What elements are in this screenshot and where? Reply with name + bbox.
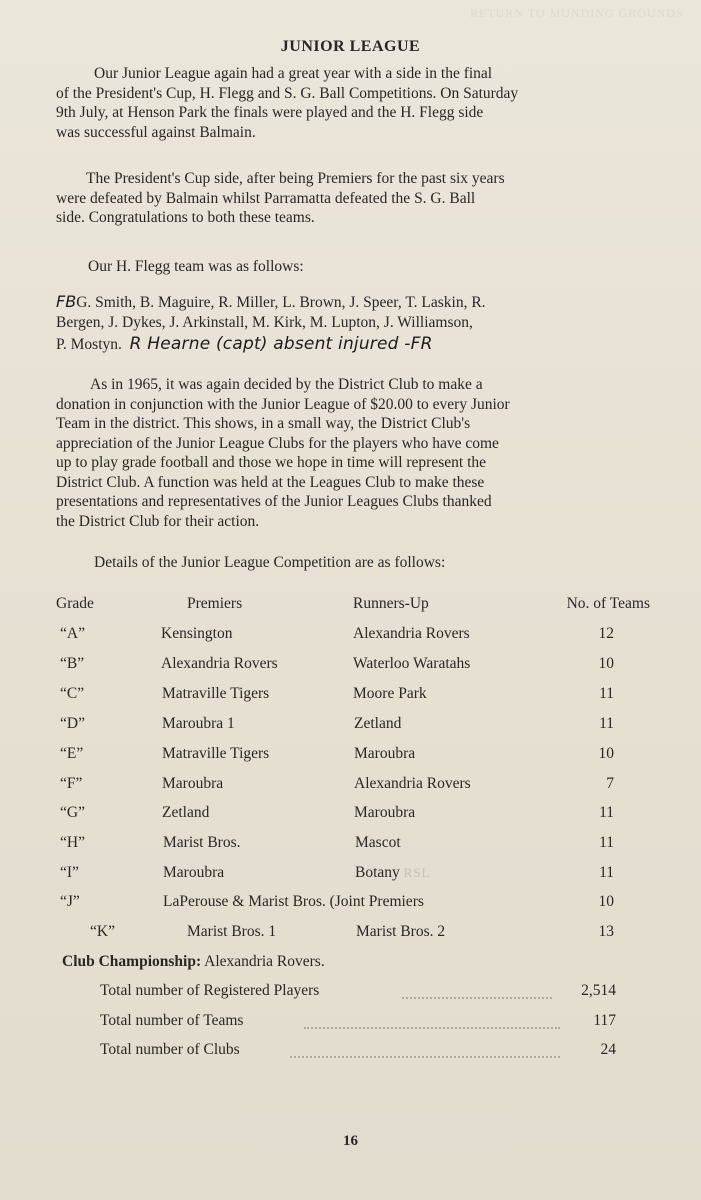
details-intro (94, 553, 684, 573)
table-cell-runners-up: Moore Park (353, 685, 427, 702)
paragraph-line: of the President's Cup, H. Flegg and S. G. Ball Competitions. On Saturday (56, 84, 519, 102)
team-intro (88, 257, 678, 277)
table-cell-grade: “G” (60, 804, 85, 821)
table-cell-teams: 13 (598, 923, 614, 940)
header-grade: Grade (56, 595, 94, 612)
header-premiers: Premiers (187, 595, 243, 612)
paragraph-line: The President's Cup side, after being Premiers for the past six years (86, 170, 505, 187)
table-cell-grade: “D” (60, 715, 85, 732)
total-label: Total number of Registered Players (100, 982, 320, 999)
total-row (0, 1041, 701, 1063)
paragraph-line: Team in the district. This shows, in a small way, the District Club's (56, 415, 471, 432)
paragraph-line: presentations and representatives of the Junior Leagues Clubs thanked (56, 493, 492, 510)
total-row (0, 982, 701, 1004)
table-cell-premiers: Maroubra 1 (162, 715, 235, 732)
table-cell-grade: “E” (60, 745, 84, 762)
header-no-of-teams: No. of Teams (566, 595, 650, 612)
table-cell-runners-up: Waterloo Waratahs (353, 655, 471, 672)
dot-leader (290, 1054, 560, 1058)
paragraph-line: As in 1965, it was again decided by the District Club to make a (90, 376, 483, 393)
table-cell-teams: 11 (599, 715, 614, 732)
paragraph-line: was successful against Balmain. (56, 123, 256, 141)
table-cell-teams: 11 (599, 864, 614, 881)
page-title: JUNIOR LEAGUE (280, 38, 421, 55)
team-line-1: FBG. Smith, B. Maguire, R. Miller, L. Brown, J. Speer, T. Laskin, R. (56, 292, 486, 311)
table-cell-grade: “I” (60, 864, 79, 881)
table-cell-runners-up: Mascot (355, 834, 401, 851)
club-championship-label: Club Championship: (62, 953, 202, 970)
paragraph-line: appreciation of the Junior League Clubs for the players who have come (56, 434, 499, 452)
dot-leader (304, 1025, 560, 1029)
handwritten-note: R Hearne (capt) absent injured -FR (129, 334, 433, 354)
table-cell-runners-up: Botany RSL (355, 864, 431, 881)
table-cell-teams: 11 (599, 685, 614, 702)
table-cell-teams: 11 (599, 834, 614, 851)
table-cell-grade: “K” (90, 923, 115, 940)
team-list (56, 292, 646, 357)
paragraph-line: Details of the Junior League Competition are as follows: (94, 554, 446, 571)
table-cell-runners-up: Zetland (354, 715, 402, 732)
bleed-through-text: RETURN TO MUNDING GROUNDS (470, 6, 684, 20)
table-cell-runners-up: Maroubra (354, 745, 416, 762)
table-cell-runners-up: Marist Bros. 2 (356, 923, 446, 940)
table-cell-teams: 10 (598, 655, 614, 672)
table-cell-grade: “F” (60, 775, 83, 792)
table-cell-grade: “C” (60, 685, 85, 702)
total-value: 24 (600, 1041, 616, 1058)
table-cell-grade: “J” (60, 893, 80, 910)
paragraph-line: side. Congratulations to both these teams. (56, 209, 315, 226)
table-cell-premiers: LaPerouse & Marist Bros. (Joint Premiers (163, 893, 424, 910)
table-cell-premiers: Matraville Tigers (162, 685, 270, 702)
presidents-cup-paragraph (56, 169, 646, 228)
table-cell-teams: 12 (598, 625, 614, 642)
team-line-2: Bergen, J. Dykes, J. Arkinstall, M. Kirk, M. Lupton, J. Williamson, (56, 313, 473, 331)
paragraph-line: were defeated by Balmain whilst Parramatta defeated the S. G. Ball (56, 189, 476, 207)
table-cell-premiers: Marist Bros. (163, 834, 241, 851)
total-row (0, 1012, 701, 1034)
paragraph-line: Our Junior League again had a great year with a side in the final (94, 65, 493, 82)
page-number: 16 (343, 1133, 358, 1149)
dot-leader (402, 995, 552, 999)
paragraph-line: District Club. A function was held at the Leagues Club to make these (56, 473, 485, 491)
table-cell-premiers: Kensington (161, 625, 233, 642)
paragraph-line: the District Club for their action. (56, 512, 260, 530)
table-cell-premiers: Zetland (162, 804, 210, 821)
table-cell-grade: “H” (60, 834, 85, 851)
total-label: Total number of Teams (100, 1012, 244, 1029)
club-championship (62, 953, 325, 971)
donation-paragraph (56, 375, 646, 531)
table-cell-grade: “B” (60, 655, 85, 672)
table-cell-premiers: Matraville Tigers (162, 745, 270, 762)
table-cell-premiers: Maroubra (163, 864, 225, 881)
paragraph-line: up to play grade football and those we hope in time will represent the (56, 454, 487, 471)
table-cell-teams: 10 (598, 745, 614, 762)
table-cell-grade: “A” (60, 625, 85, 642)
team-line-3: P. Mostyn. R Hearne (capt) absent injured -FR (56, 334, 433, 354)
table-cell-runners-up: Alexandria Rovers (354, 775, 471, 792)
header-runners-up: Runners-Up (353, 595, 429, 612)
table-cell-teams: 10 (598, 893, 614, 910)
paragraph-line: 9th July, at Henson Park the finals were played and the H. Flegg side (56, 104, 484, 121)
intro-paragraph (56, 64, 646, 142)
table-cell-premiers: Maroubra (162, 775, 224, 792)
pencil-annotation: RSL (403, 865, 431, 880)
table-cell-runners-up: Alexandria Rovers (353, 625, 470, 642)
paragraph-line: Our H. Flegg team was as follows: (88, 258, 304, 275)
table-cell-teams: 11 (599, 804, 614, 821)
table-cell-premiers: Marist Bros. 1 (187, 923, 277, 940)
total-value: 2,514 (581, 982, 616, 999)
handwritten-fb: FB (56, 292, 77, 311)
table-cell-teams: 7 (606, 775, 614, 792)
table-cell-premiers: Alexandria Rovers (161, 655, 278, 672)
club-championship-value: Alexandria Rovers. (204, 953, 325, 970)
total-label: Total number of Clubs (100, 1041, 240, 1058)
table-cell-runners-up: Maroubra (354, 804, 416, 821)
total-value: 117 (593, 1012, 616, 1029)
paragraph-line: donation in conjunction with the Junior League of $20.00 to every Junior (56, 395, 510, 413)
